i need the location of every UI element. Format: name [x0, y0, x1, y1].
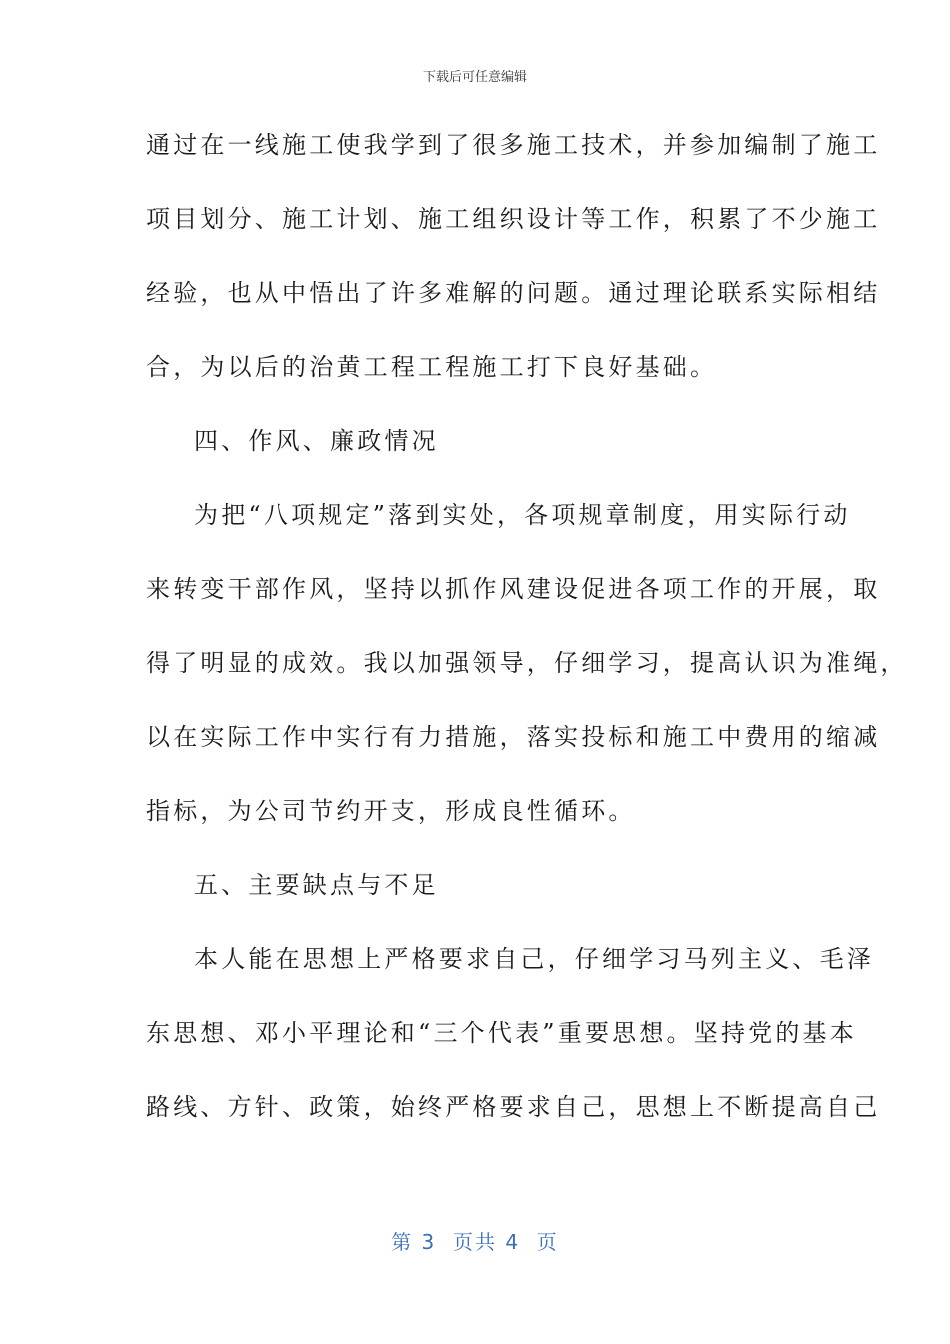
paragraph-line: 项目划分、施工计划、施工组织设计等工作，积累了不少施工 [146, 205, 881, 233]
page-header: 下载后可任意编辑 [422, 70, 527, 85]
page-footer: 第 3 页共 4 页 [391, 1230, 559, 1254]
section-heading: 五、主要缺点与不足 [194, 871, 439, 899]
section-heading: 四、作风、廉政情况 [194, 427, 439, 455]
paragraph-line: 合，为以后的治黄工程工程施工打下良好基础。 [146, 353, 718, 381]
paragraph-line: 以在实际工作中实行有力措施，落实投标和施工中费用的缩减 [146, 723, 881, 751]
paragraph-line: 经验，也从中悟出了许多难解的问题。通过理论联系实际相结 [146, 279, 881, 307]
paragraph-line: 本人能在思想上严格要求自己，仔细学习马列主义、毛泽 [194, 945, 874, 973]
paragraph-line: 通过在一线施工使我学到了很多施工技术，并参加编制了施工 [146, 131, 881, 159]
paragraph-line: 得了明显的成效。我以加强领导，仔细学习，提高认识为准绳， [146, 649, 908, 677]
paragraph-line: 东思想、邓小平理论和“三个代表”重要思想。坚持党的基本 [146, 1019, 857, 1047]
paragraph-line: 来转变干部作风，坚持以抓作风建设促进各项工作的开展，取 [146, 575, 881, 603]
paragraph-line: 为把“八项规定”落到实处，各项规章制度，用实际行动 [194, 501, 851, 529]
paragraph-line: 路线、方针、政策，始终严格要求自己，思想上不断提高自己 [146, 1093, 881, 1121]
paragraph-line: 指标，为公司节约开支，形成良性循环。 [146, 797, 636, 825]
